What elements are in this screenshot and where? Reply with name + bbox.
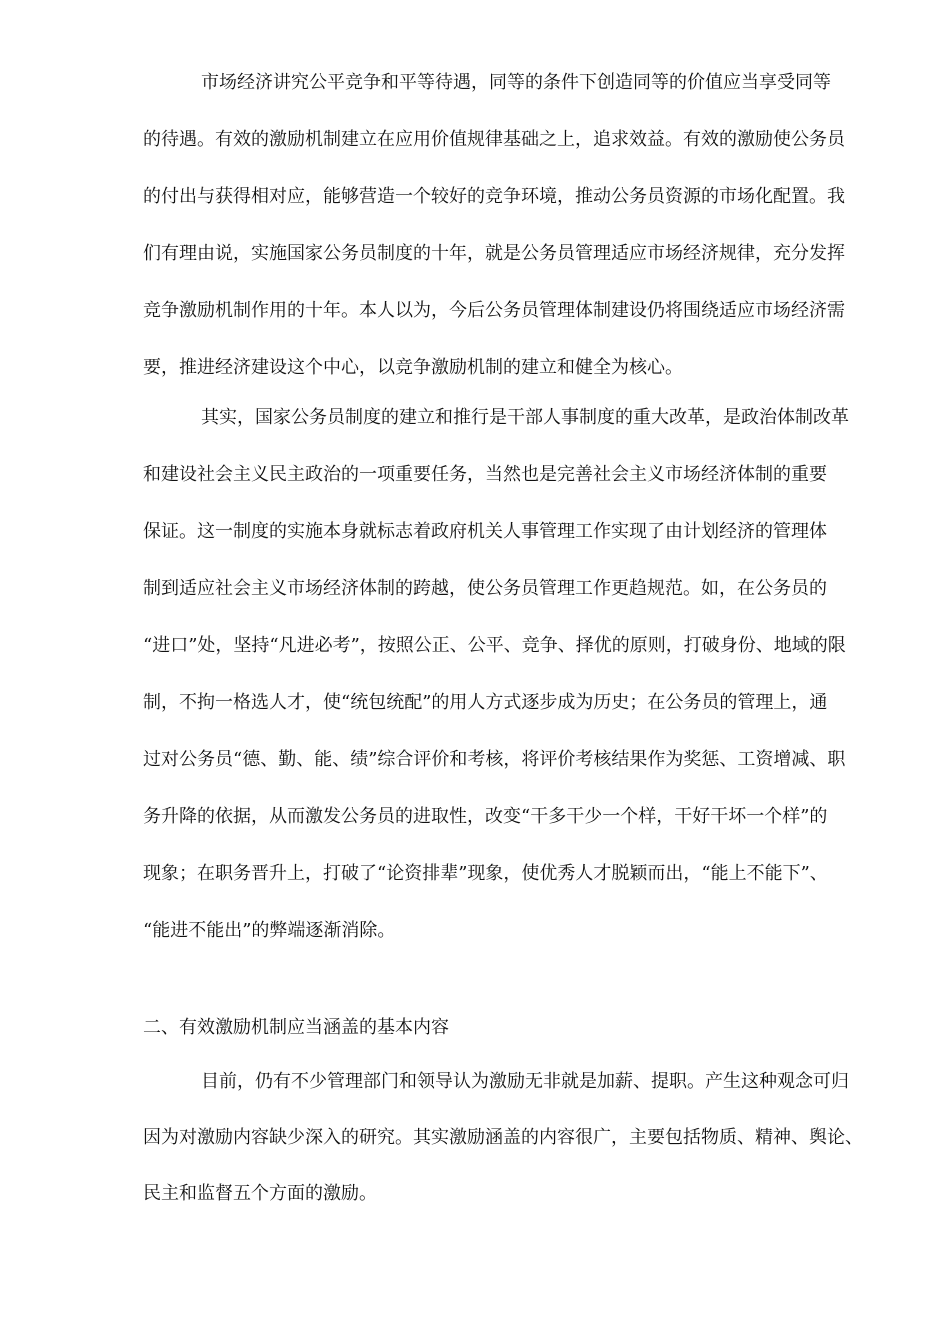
- paragraph-line: 目前，仍有不少管理部门和领导认为激励无非就是加薪、提职。产生这种观念可归: [201, 1071, 849, 1092]
- paragraph-line: “进口”处，坚持“凡进必考”，按照公正、公平、竞争、择优的原则，打破身份、地域的限: [143, 635, 846, 656]
- paragraph-line: 制，不拘一格选人才，使“统包统配”的用人方式逐步成为历史；在公务员的管理上，通: [143, 692, 828, 713]
- section-heading: 二、有效激励机制应当涵盖的基本内容: [143, 1017, 449, 1038]
- paragraph-line: 现象；在职务晋升上，打破了“论资排辈”现象，使优秀人才脱颖而出，“能上不能下”、: [143, 863, 828, 884]
- paragraph-line: 制到适应社会主义市场经济体制的跨越，使公务员管理工作更趋规范。如，在公务员的: [143, 578, 827, 599]
- paragraph-line: 其实，国家公务员制度的建立和推行是干部人事制度的重大改革，是政治体制改革: [201, 407, 849, 428]
- paragraph-line: 因为对激励内容缺少深入的研究。其实激励涵盖的内容很广，主要包括物质、精神、舆论、: [143, 1127, 863, 1148]
- paragraph-line: “能进不能出”的弊端逐渐消除。: [143, 920, 396, 941]
- paragraph-line: 竞争激励机制作用的十年。本人以为，今后公务员管理体制建设仍将围绕适应市场经济需: [143, 300, 845, 321]
- paragraph-line: 的待遇。有效的激励机制建立在应用价值规律基础之上，追求效益。有效的激励使公务员: [143, 129, 845, 150]
- paragraph-line: 要，推进经济建设这个中心，以竞争激励机制的建立和健全为核心。: [143, 357, 683, 378]
- paragraph-line: 保证。这一制度的实施本身就标志着政府机关人事管理工作实现了由计划经济的管理体: [143, 521, 827, 542]
- paragraph-line: 和建设社会主义民主政治的一项重要任务，当然也是完善社会主义市场经济体制的重要: [143, 464, 827, 485]
- paragraph-line: 们有理由说，实施国家公务员制度的十年，就是公务员管理适应市场经济规律，充分发挥: [143, 243, 845, 264]
- paragraph-line: 市场经济讲究公平竞争和平等待遇，同等的条件下创造同等的价值应当享受同等: [201, 72, 831, 93]
- paragraph-line: 务升降的依据，从而激发公务员的进取性，改变“干多干少一个样，干好干坏一个样”的: [143, 806, 828, 827]
- paragraph-line: 过对公务员“德、勤、能、绩”综合评价和考核，将评价考核结果作为奖惩、工资增减、职: [143, 749, 846, 770]
- paragraph-line: 的付出与获得相对应，能够营造一个较好的竞争环境，推动公务员资源的市场化配置。我: [143, 186, 845, 207]
- paragraph-line: 民主和监督五个方面的激励。: [143, 1183, 377, 1204]
